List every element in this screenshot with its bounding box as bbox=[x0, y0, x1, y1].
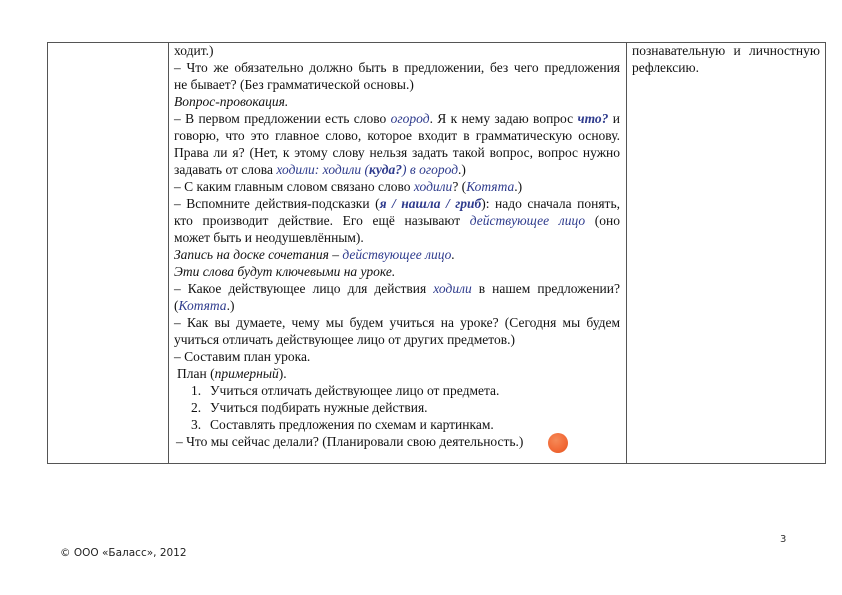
plain-text: – С каким главным словом связано слово bbox=[174, 179, 414, 194]
left-cell bbox=[48, 42, 168, 462]
plain-text: кто производит действие. Его ещё называют bbox=[174, 213, 470, 228]
text-line bbox=[632, 42, 820, 59]
text-line bbox=[174, 331, 620, 348]
student-answer: Котята bbox=[178, 298, 227, 313]
text-line bbox=[632, 59, 820, 76]
highlighted-term: ходили: ходили ( bbox=[276, 162, 369, 177]
plan-item bbox=[174, 399, 620, 416]
plan-item-number: 3. bbox=[191, 417, 202, 432]
highlighted-question: куда? bbox=[369, 162, 402, 177]
plain-text: . Я к нему задаю вопрос bbox=[429, 111, 578, 126]
plain-text: учиться отличать действующее лицо от других предметов.) bbox=[174, 332, 515, 347]
plain-text: – Составим план урока. bbox=[174, 349, 311, 364]
plain-text: .) bbox=[458, 162, 466, 177]
plain-text: – В первом предложении есть слово bbox=[174, 111, 391, 126]
plan-item bbox=[174, 416, 620, 433]
plan-item bbox=[174, 382, 620, 399]
column-divider bbox=[626, 42, 627, 464]
plan-item-number: 1. bbox=[191, 383, 202, 398]
teacher-note-line bbox=[174, 246, 620, 263]
plain-text: ( bbox=[174, 298, 179, 313]
orange-dot-marker bbox=[548, 433, 568, 453]
student-answer: Котята bbox=[466, 179, 515, 194]
text-line bbox=[174, 195, 620, 212]
plain-text: ): надо сначала понять, bbox=[481, 196, 620, 211]
text-line bbox=[174, 229, 620, 246]
plain-text: .) bbox=[226, 298, 235, 313]
plan-item-text: Учиться отличать действующее лицо от предмета. bbox=[210, 383, 500, 398]
text-line bbox=[174, 178, 620, 195]
text-line bbox=[174, 42, 620, 59]
text-line bbox=[174, 144, 620, 161]
highlighted-term: огород bbox=[390, 111, 430, 126]
text-line bbox=[174, 110, 620, 127]
plain-text: ходит.) bbox=[174, 43, 214, 58]
plain-text: задавать от слова bbox=[174, 162, 277, 177]
note-text: Запись на доске сочетания – bbox=[174, 247, 343, 262]
page-number: 3 bbox=[780, 534, 787, 545]
plain-text: – Что же обязательно должно быть в предложении, без чего предложения bbox=[174, 60, 620, 75]
plain-text: – Что мы сейчас делали? (Планировали свою деятельность.) bbox=[176, 434, 524, 449]
text-line bbox=[174, 348, 620, 365]
highlighted-term: ходили bbox=[433, 281, 472, 296]
plan-item-text: Учиться подбирать нужные действия. bbox=[210, 400, 428, 415]
teacher-note-line bbox=[174, 93, 620, 110]
text-line bbox=[174, 212, 620, 229]
plain-text: говорю, что это главное слово, которое входит в грамматическую основу. bbox=[174, 128, 620, 143]
note-text: . bbox=[451, 247, 455, 262]
plain-text: ). bbox=[278, 366, 287, 381]
highlighted-term: действующее лицо bbox=[342, 247, 452, 262]
plain-text: в нашем предложении? bbox=[471, 281, 620, 296]
plain-text: План ( bbox=[177, 366, 215, 381]
highlighted-question: что? bbox=[577, 111, 609, 126]
copyright-footer: © ООО «Баласс», 2012 bbox=[60, 547, 187, 559]
plain-text: .) bbox=[514, 179, 523, 194]
column-divider bbox=[168, 42, 169, 464]
plain-text: и bbox=[608, 111, 620, 126]
highlighted-term: ) в огород bbox=[402, 162, 459, 177]
plan-item-number: 2. bbox=[191, 400, 202, 415]
teacher-dialogue-cell bbox=[174, 42, 620, 450]
plain-text: ? ( bbox=[452, 179, 467, 194]
text-line bbox=[174, 59, 620, 76]
plain-text: может быть и неодушевлённым). bbox=[174, 230, 364, 245]
plain-text: – Как вы думаете, чему мы будем учиться на уроке? (Сегодня мы будем bbox=[174, 315, 620, 330]
text-line bbox=[174, 76, 620, 93]
plan-item-text: Составлять предложения по схемам и картинкам. bbox=[210, 417, 494, 432]
plain-text: не бывает? (Без грамматической основы.) bbox=[174, 77, 414, 92]
text-line bbox=[174, 314, 620, 331]
note-text: Вопрос-провокация. bbox=[174, 94, 289, 109]
text-line bbox=[174, 280, 620, 297]
text-line bbox=[174, 297, 620, 314]
plain-text: рефлексию. bbox=[632, 60, 699, 75]
plan-qualifier: примерный bbox=[214, 366, 279, 381]
highlighted-term: ходили bbox=[413, 179, 453, 194]
text-line bbox=[174, 161, 620, 178]
text-line bbox=[174, 127, 620, 144]
note-text: Эти слова будут ключевыми на уроке. bbox=[174, 264, 396, 279]
plan-heading bbox=[174, 365, 620, 382]
uud-cell bbox=[632, 42, 820, 76]
plain-text: познавательную и личностную bbox=[632, 43, 820, 58]
plain-text: – Какое действующее лицо для действия bbox=[174, 281, 434, 296]
plain-text: Права ли я? (Нет, к этому слову нельзя задать такой вопрос, вопрос нужно bbox=[174, 145, 620, 160]
hint-scheme: я / нашла / гриб bbox=[379, 196, 482, 211]
plain-text: (оно bbox=[585, 213, 620, 228]
plain-text: – Вспомните действия-подсказки ( bbox=[174, 196, 380, 211]
highlighted-term: действующее лицо bbox=[469, 213, 586, 228]
teacher-note-line bbox=[174, 263, 620, 280]
